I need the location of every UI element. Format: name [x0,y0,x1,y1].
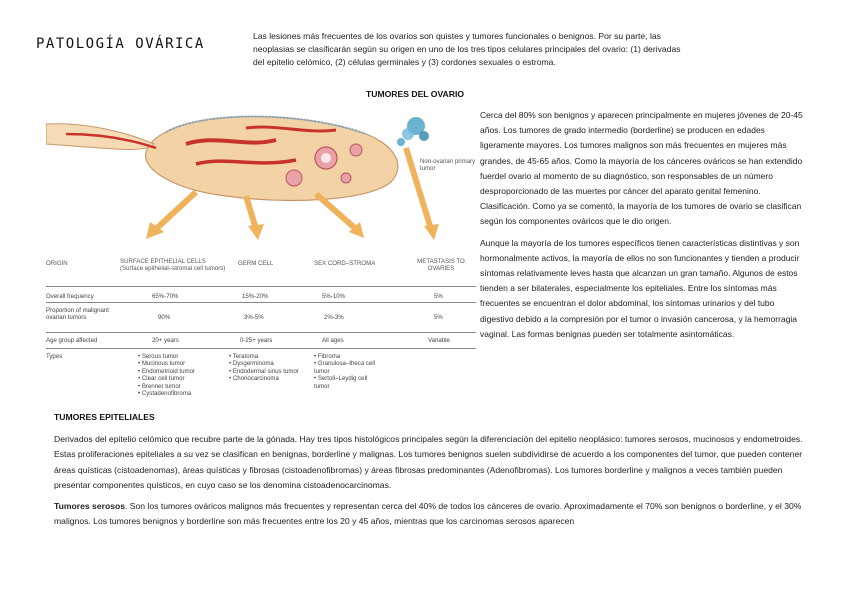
table-row [46,302,476,322]
arrow-epithelial [156,192,196,229]
arrow-germ [246,196,256,229]
page-title: PATOLOGÍA OVÁRICA [36,36,205,52]
bottom-text [54,432,806,536]
paragraph: Aunque la mayoría de los tumores específicos tienen características distintivas y son hormonalmente activos, la mayoría de ellos no son funcionantes y tienden a producir síntomas relativamente leves hasta que alcanzan un gran tamaño. Algunos de estos tienden a ser bilaterales, especialmente los epiteliales. Entre los síntomas más frecuentes se encuentran el dolor abdominal, los síntomas urinarios y del tubo digestivo debido a la compresión por el tumor o invasión cancerosa, y la hemorragia vaginal. Las formas benignas pueden ser totalmente asintomáticas. [480,237,800,339]
table-cell: 90% [158,314,171,321]
row-label: Overall frequency [46,293,94,300]
table-cell: 65%-70% [152,293,179,300]
table-cell: All ages [322,337,344,344]
table-cell: 2%-3% [324,314,344,321]
table-cell: 3%-5% [244,314,264,321]
paragraph-text: . Son los tumores ováricos malignos más frecuentes y representan cerca del 40% de todos los cánceres de ovario. Aproximadamente el 70% son benignos o borderline, y el 30% malignos. Los tumores benignos y borderline son más frecuentes entre los 20 y 45 años, mientras que los carcinomas serosos aparecen [54,501,802,527]
row-label: Types [46,353,63,360]
table-header-stroma: SEX CORD–STROMA [314,260,376,267]
list-item: • Teratoma [229,353,259,360]
types-list-stroma [314,353,384,390]
ovary-shape [146,116,398,200]
table-header-metastasis: METASTASIS TO OVARIES [417,258,465,273]
table-row [46,332,476,344]
paragraph: Derivados del epitelio celómico que recubre parte de la gónada. Hay tres tipos histológicos principales según la diferenciación del epitelio neoplásico: tumores serosos, mucinosos y endometroides. Estas proliferaciones epiteliales a su vez se clasifican en benignas, borderline y malignas. Los tumores benignos suelen subdividirse de acuerdo a los componentes del tumor, que pueden contener áreas quísticas (cistoadenomas), áreas quísticas y fibrosas (cistoadenofibromas) y áreas fibrosas predominantes (Adenofibromas). Los tumores borderline y malignos a veces también pueden presentar componentes quísticos, en cuyo caso se los denomina cistoadenocarcinomas. [54,434,803,490]
table-row [46,348,476,401]
right-column [480,108,810,348]
types-list-germ [229,353,299,383]
row-label: Proportion of malignant ovarian tumors [46,307,110,322]
table-header-epithelial: SURFACE EPITHELIAL CELLS (Surface epithelial–stromal cell tumors) [120,258,226,273]
section-heading: TUMORES EPITELIALES [54,412,155,422]
table-header-germ: GERM CELL [238,260,274,267]
arrow-metastasis-head [424,224,439,240]
list-item: • Sertoli–Leydig cell tumor [314,375,368,390]
table-cell: 5%-10% [322,293,346,300]
table-cell: 15%-20% [242,293,269,300]
list-item: • Dysgerminoma [229,360,274,368]
list-item: • Serous tumor [138,353,179,360]
table-cell: 5% [434,314,443,321]
types-list-epithelial [138,353,228,397]
metastatic-cluster [419,131,429,141]
list-item: • Mucinous tumor [138,360,186,368]
intro-paragraph: Las lesiones más frecuentes de los ovarios son quistes y tumores funcionales o benignos. Por su parte, las neoplasias se clasificarán según su origen en uno de los tres tipos celulares principales del ovario: (1) derivadas del epitelio celómico, (2) células germinales y (3) cordones sexuales o estroma. [253,31,681,68]
list-item: • Granulosa–theca cell tumor [314,360,376,375]
table-header-origin: ORIGIN [46,260,68,267]
ovary-tumor-figure [46,104,476,404]
ovary-illustration [46,104,476,254]
table-cell: 5% [434,293,443,300]
list-item: • Endodermal sinus tumor [229,367,299,375]
table-row [46,286,476,300]
table-cell: 0-25+ years [240,337,273,344]
row-label: Age group affected [46,337,98,344]
follicle [341,173,351,183]
follicle [350,144,362,156]
list-item: • Choriocarcinoma [229,375,279,383]
list-item: • Fibroma [314,353,341,360]
arrow-stroma [316,194,356,229]
arrow-germ-head [248,224,264,240]
list-item: • Endometrioid tumor [138,367,196,375]
table-cell: Variable [428,337,450,344]
table-cell: 20+ years [152,337,179,344]
paragraph [54,499,806,530]
follicle [321,153,331,163]
metastatic-cluster [402,128,414,140]
paragraph: Cerca del 80% son benignos y aparecen principalmente en mujeres jóvenes de 20-45 años. Los tumores de grado intermedio (borderline) se producen en edades ligeramente mayores. Los tumores malignos son más frecuentes en mujeres más grandes, de 45-65 años. Como la mayoría de los cánceres ováricos se han extendido fuerdel ovario al momento de su diagnóstico, son responsables de un número desproporcionado de las muertes por cáncer del aparato genital femenino. Clasificación. Como ya se comentó, la mayoría de los tumores de ovario se clasifican según los componentes ováricos que le dio origen. [480,110,803,227]
figure-heading: TUMORES DEL OVARIO [366,89,465,99]
term-bold: Tumores serosos [54,501,126,512]
metastatic-cluster [397,138,405,146]
list-item: • Brenner tumor [138,382,181,390]
list-item: • Cystadenofibroma [138,390,192,398]
list-item: • Clear cell tumor [138,375,185,383]
follicle [286,170,302,186]
callout-label: Non-ovarian primary tumor [420,158,476,173]
